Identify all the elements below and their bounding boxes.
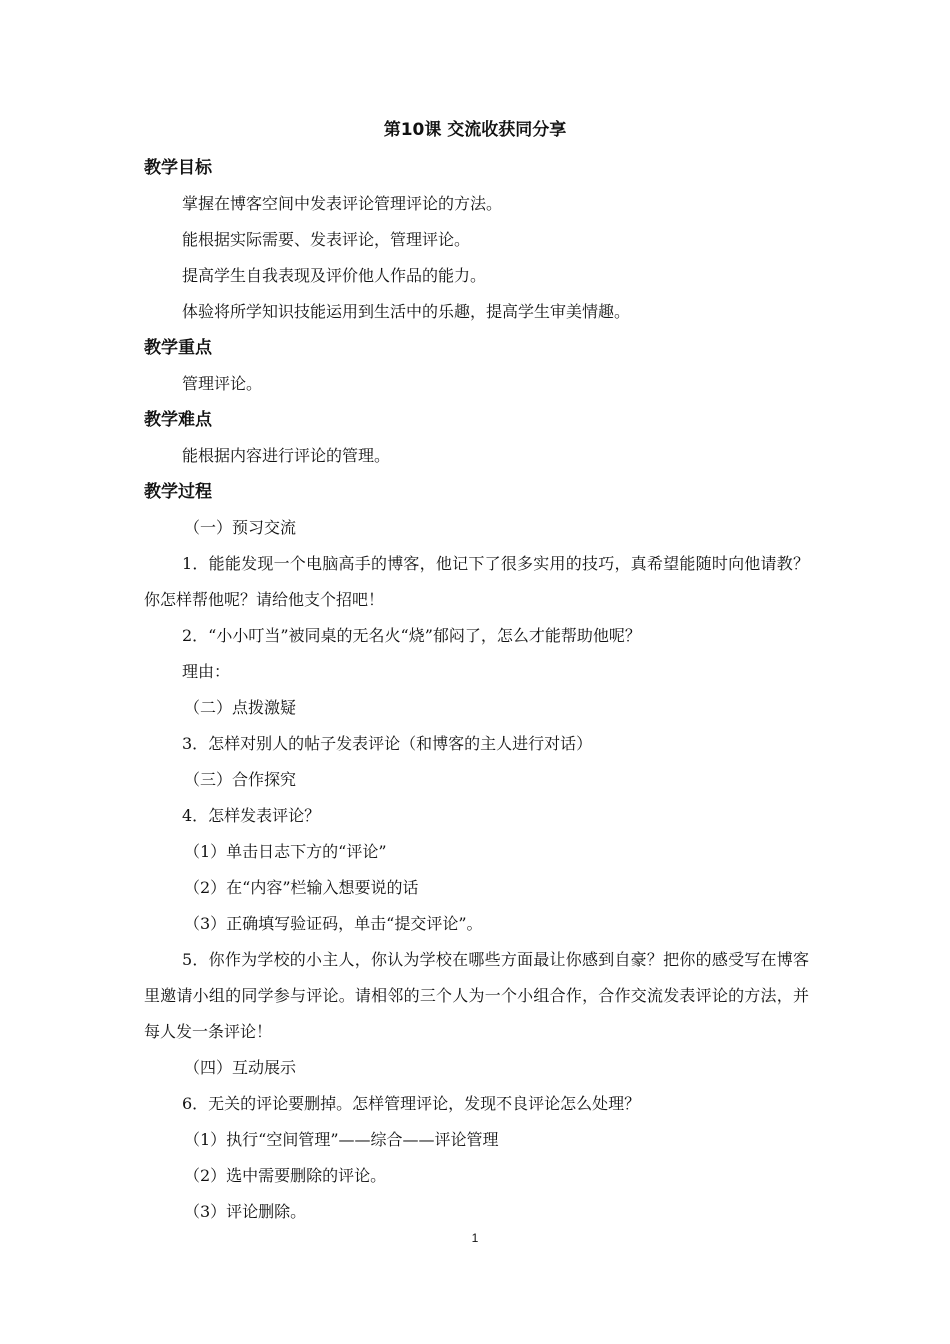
process-question: 4．怎样发表评论？ (182, 806, 321, 825)
difficulty-heading: 教学难点 (144, 410, 212, 430)
process-sub-step: （1）执行“空间管理”——综合——评论管理 (184, 1130, 499, 1149)
process-sub-step: （2）选中需要删除的评论。 (184, 1166, 387, 1185)
process-question: 3．怎样对别人的帖子发表评论（和博客的主人进行对话） (182, 734, 593, 753)
goals-heading: 教学目标 (144, 158, 212, 178)
process-sub-step: （1）单击日志下方的“评论” (184, 842, 387, 861)
page-number: 1 (471, 1231, 479, 1245)
process-sub-step: （3）正确填写验证码，单击“提交评论”。 (184, 914, 483, 933)
document-body (144, 150, 809, 1230)
key-point-heading: 教学重点 (144, 338, 212, 358)
goal-item: 掌握在博客空间中发表评论管理评论的方法。 (182, 194, 503, 213)
process-question: 5．你作为学校的小主人，你认为学校在哪些方面最让你感到自豪？把你的感受写在博客里邀请小组的同学参与评论。请相邻的三个人为一个小组合作，合作交流发表评论的方法，并每人发一条评论！ (144, 950, 809, 1041)
difficulty-text: 能根据内容进行评论的管理。 (182, 446, 391, 465)
goal-item: 能根据实际需要、发表评论，管理评论。 (182, 230, 471, 249)
lesson-title: 第10课 交流收获同分享 (383, 120, 567, 140)
process-step-title: （三）合作探究 (184, 770, 297, 789)
process-heading: 教学过程 (144, 482, 212, 502)
process-answer-label: 理由： (182, 662, 231, 681)
process-question: 1．能能发现一个电脑高手的博客，他记下了很多实用的技巧，真希望能随时向他请教？你怎样帮他呢？请给他支个招吧！ (144, 554, 809, 609)
process-sub-step: （2）在“内容”栏输入想要说的话 (184, 878, 419, 897)
goal-item: 体验将所学知识技能运用到生活中的乐趣，提高学生审美情趣。 (182, 302, 631, 321)
goal-item: 提高学生自我表现及评价他人作品的能力。 (182, 266, 487, 285)
process-step-title: （一）预习交流 (184, 518, 297, 537)
process-sub-step: （3）评论删除。 (184, 1202, 307, 1221)
key-point-text: 管理评论。 (182, 374, 263, 393)
process-step-title: （二）点拨激疑 (184, 698, 297, 717)
process-question: 6．无关的评论要删掉。怎样管理评论，发现不良评论怎么处理？ (182, 1094, 641, 1113)
process-question: 2．“小小叮当”被同桌的无名火“烧”郁闷了，怎么才能帮助他呢？ (182, 626, 641, 645)
process-step-title: （四）互动展示 (184, 1058, 297, 1077)
